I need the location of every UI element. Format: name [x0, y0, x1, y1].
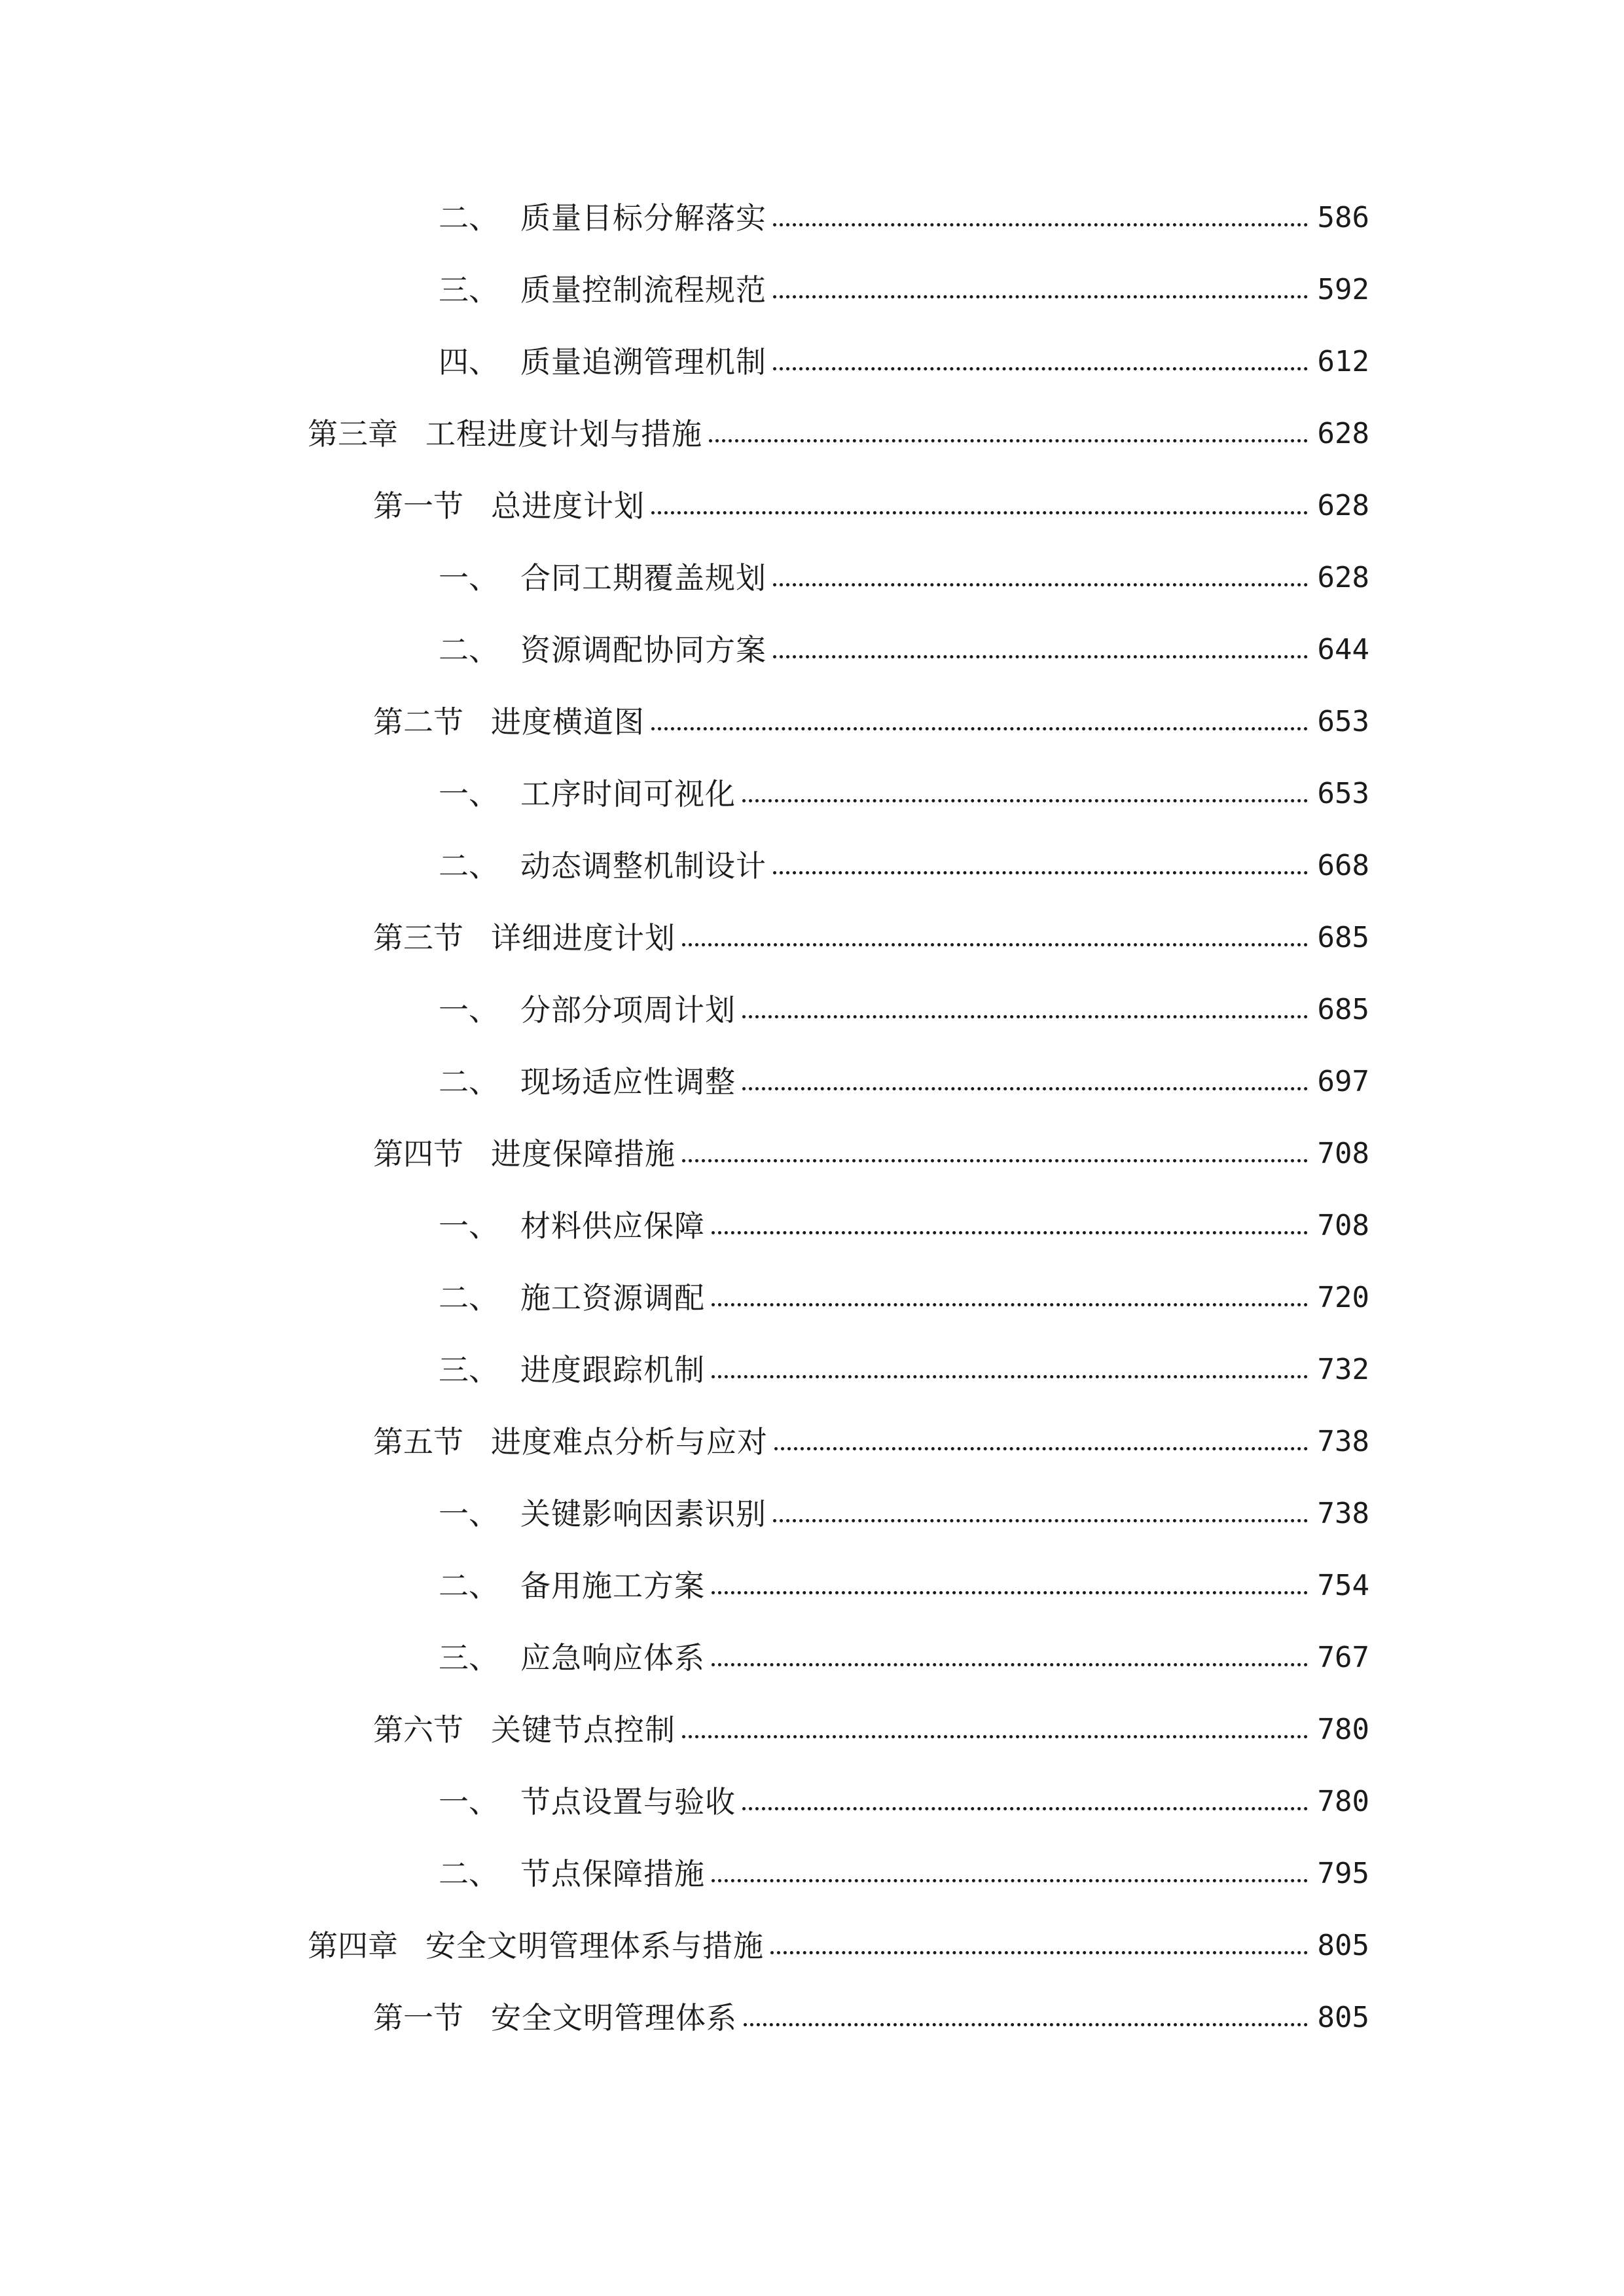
toc-entry-title: 质量目标分解落实: [520, 200, 767, 236]
dot-leader: [770, 1923, 1308, 1969]
toc-page-number: 754: [1317, 1569, 1369, 1602]
toc-page-number: 612: [1317, 345, 1369, 378]
dot-leader: [712, 1275, 1308, 1321]
toc-page-number: 780: [1317, 1713, 1369, 1746]
toc-page-number: 720: [1317, 1281, 1369, 1314]
toc-entry[interactable]: [439, 987, 1369, 1033]
toc-entry-number: 二、: [439, 1856, 499, 1892]
toc-entry-number: 四、: [439, 344, 499, 380]
toc-entry[interactable]: [439, 1779, 1369, 1825]
dot-leader: [682, 915, 1308, 961]
dot-leader: [774, 1419, 1308, 1465]
toc-entry-title: 分部分项周计划: [520, 992, 736, 1028]
dot-leader: [773, 555, 1308, 601]
toc-entry-title: 安全文明管理体系与措施: [425, 1928, 764, 1964]
dot-leader: [744, 1995, 1308, 2041]
toc-entry-title: 工序时间可视化: [520, 776, 736, 812]
toc-page-number: 685: [1317, 993, 1369, 1026]
toc-entry[interactable]: [439, 339, 1369, 385]
toc-entry-title: 质量追溯管理机制: [520, 344, 767, 380]
toc-page-number: 628: [1317, 489, 1369, 522]
toc-page-number: 653: [1317, 777, 1369, 810]
toc-entry[interactable]: [439, 1059, 1369, 1105]
toc-page-number: 586: [1317, 201, 1369, 234]
toc-page-number: 685: [1317, 921, 1369, 954]
toc-entry-number: 一、: [439, 776, 499, 812]
toc-page-number: 805: [1317, 2001, 1369, 2034]
toc-entry[interactable]: [439, 1275, 1369, 1321]
toc-entry-title: 材料供应保障: [520, 1208, 705, 1244]
toc-section-number: 第一节: [373, 2000, 463, 2036]
toc-entry-number: 二、: [439, 632, 499, 668]
toc-entry-title: 关键影响因素识别: [520, 1496, 767, 1532]
toc-page-number: 767: [1317, 1641, 1369, 1674]
toc-page-number: 644: [1317, 633, 1369, 666]
toc-entry[interactable]: [439, 1491, 1369, 1537]
toc-page-number: 653: [1317, 705, 1369, 738]
toc-entry-number: 三、: [439, 1352, 499, 1388]
toc-section-number: 第二节: [373, 704, 463, 740]
toc-entry-title: 应急响应体系: [520, 1640, 705, 1676]
dot-leader: [712, 1851, 1308, 1897]
toc-entry[interactable]: [439, 195, 1369, 241]
dot-leader: [651, 699, 1308, 745]
toc-entry[interactable]: [439, 1347, 1369, 1393]
toc-page-number: 780: [1317, 1785, 1369, 1818]
toc-entry-number: 二、: [439, 1568, 499, 1604]
toc-entry-title: 进度横道图: [491, 704, 645, 740]
toc-entry[interactable]: [439, 771, 1369, 817]
toc-entry-section[interactable]: [373, 1995, 1369, 2041]
toc-section-number: 第六节: [373, 1712, 463, 1748]
dot-leader: [712, 1347, 1308, 1393]
toc-entry-number: 二、: [439, 848, 499, 884]
toc-entry-title: 节点保障措施: [520, 1856, 705, 1892]
toc-entry-title: 动态调整机制设计: [520, 848, 767, 884]
toc-page-number: 708: [1317, 1209, 1369, 1242]
dot-leader: [773, 1491, 1308, 1537]
toc-entry-title: 进度保障措施: [491, 1136, 676, 1172]
toc-section-number: 第三节: [373, 920, 463, 956]
toc-entry-title: 资源调配协同方案: [520, 632, 767, 668]
toc-page-number: 628: [1317, 417, 1369, 450]
toc-entry[interactable]: [439, 627, 1369, 673]
toc-chapter-number: 第四章: [308, 1928, 398, 1964]
toc-entry[interactable]: [439, 843, 1369, 889]
toc-entry-number: 二、: [439, 200, 499, 236]
toc-entry-chapter[interactable]: [308, 411, 1369, 457]
toc-page-number: 805: [1317, 1929, 1369, 1962]
toc-entry[interactable]: [439, 267, 1369, 313]
dot-leader: [773, 627, 1308, 673]
toc-entry-title: 施工资源调配: [520, 1280, 705, 1316]
dot-leader: [773, 339, 1308, 385]
dot-leader: [651, 483, 1308, 529]
dot-leader: [682, 1131, 1308, 1177]
toc-page-number: 795: [1317, 1857, 1369, 1890]
toc-entry-section[interactable]: [373, 1131, 1369, 1177]
toc-entry-title: 安全文明管理体系: [491, 2000, 737, 2036]
toc-entry-title: 进度难点分析与应对: [491, 1424, 768, 1460]
toc-chapter-number: 第三章: [308, 416, 398, 452]
toc-page-number: 697: [1317, 1065, 1369, 1098]
toc-entry-chapter[interactable]: [308, 1923, 1369, 1969]
toc-entry-number: 一、: [439, 992, 499, 1028]
toc-entry-title: 进度跟踪机制: [520, 1352, 705, 1388]
toc-entry-title: 备用施工方案: [520, 1568, 705, 1604]
toc-entry-title: 工程进度计划与措施: [425, 416, 702, 452]
dot-leader: [773, 267, 1308, 313]
dot-leader: [773, 843, 1308, 889]
dot-leader: [712, 1563, 1308, 1609]
toc-entry-section[interactable]: [373, 699, 1369, 745]
dot-leader: [709, 411, 1308, 457]
toc-entry-number: 一、: [439, 1496, 499, 1532]
toc-page-number: 708: [1317, 1137, 1369, 1170]
toc-entry-section[interactable]: [373, 1707, 1369, 1753]
dot-leader: [682, 1707, 1308, 1753]
toc-entry-title: 详细进度计划: [491, 920, 676, 956]
toc-page-number: 732: [1317, 1353, 1369, 1386]
toc-entry-section[interactable]: [373, 1419, 1369, 1465]
toc-page-number: 592: [1317, 273, 1369, 306]
toc-section-number: 第一节: [373, 488, 463, 524]
toc-entry-title: 合同工期覆盖规划: [520, 560, 767, 596]
toc-entry-title: 关键节点控制: [491, 1712, 676, 1748]
toc-entry-title: 总进度计划: [491, 488, 645, 524]
toc-page-number: 738: [1317, 1425, 1369, 1458]
dot-leader: [742, 771, 1308, 817]
toc-entry-section[interactable]: [373, 915, 1369, 961]
toc-entry-number: 一、: [439, 1784, 499, 1820]
toc-entry-number: 三、: [439, 1640, 499, 1676]
toc-entry[interactable]: [439, 1635, 1369, 1681]
dot-leader: [712, 1635, 1308, 1681]
toc-entry-number: 二、: [439, 1280, 499, 1316]
toc-page-number: 628: [1317, 561, 1369, 594]
toc-entry[interactable]: [439, 1203, 1369, 1249]
toc-page-number: 738: [1317, 1497, 1369, 1530]
toc-entry[interactable]: [439, 555, 1369, 601]
toc-page-number: 668: [1317, 849, 1369, 882]
toc-entry-number: 二、: [439, 1064, 499, 1100]
toc-entry[interactable]: [439, 1851, 1369, 1897]
toc-entry-title: 质量控制流程规范: [520, 272, 767, 308]
toc-entry-title: 现场适应性调整: [520, 1064, 736, 1100]
dot-leader: [712, 1203, 1308, 1249]
toc-section-number: 第五节: [373, 1424, 463, 1460]
dot-leader: [773, 195, 1308, 241]
dot-leader: [742, 987, 1308, 1033]
toc-entry-number: 一、: [439, 1208, 499, 1244]
toc-section-number: 第四节: [373, 1136, 463, 1172]
dot-leader: [742, 1779, 1308, 1825]
dot-leader: [742, 1059, 1308, 1105]
toc-entry[interactable]: [439, 1563, 1369, 1609]
toc-entry-section[interactable]: [373, 483, 1369, 529]
toc-entry-number: 一、: [439, 560, 499, 596]
toc-entry-number: 三、: [439, 272, 499, 308]
toc-entry-title: 节点设置与验收: [520, 1784, 736, 1820]
